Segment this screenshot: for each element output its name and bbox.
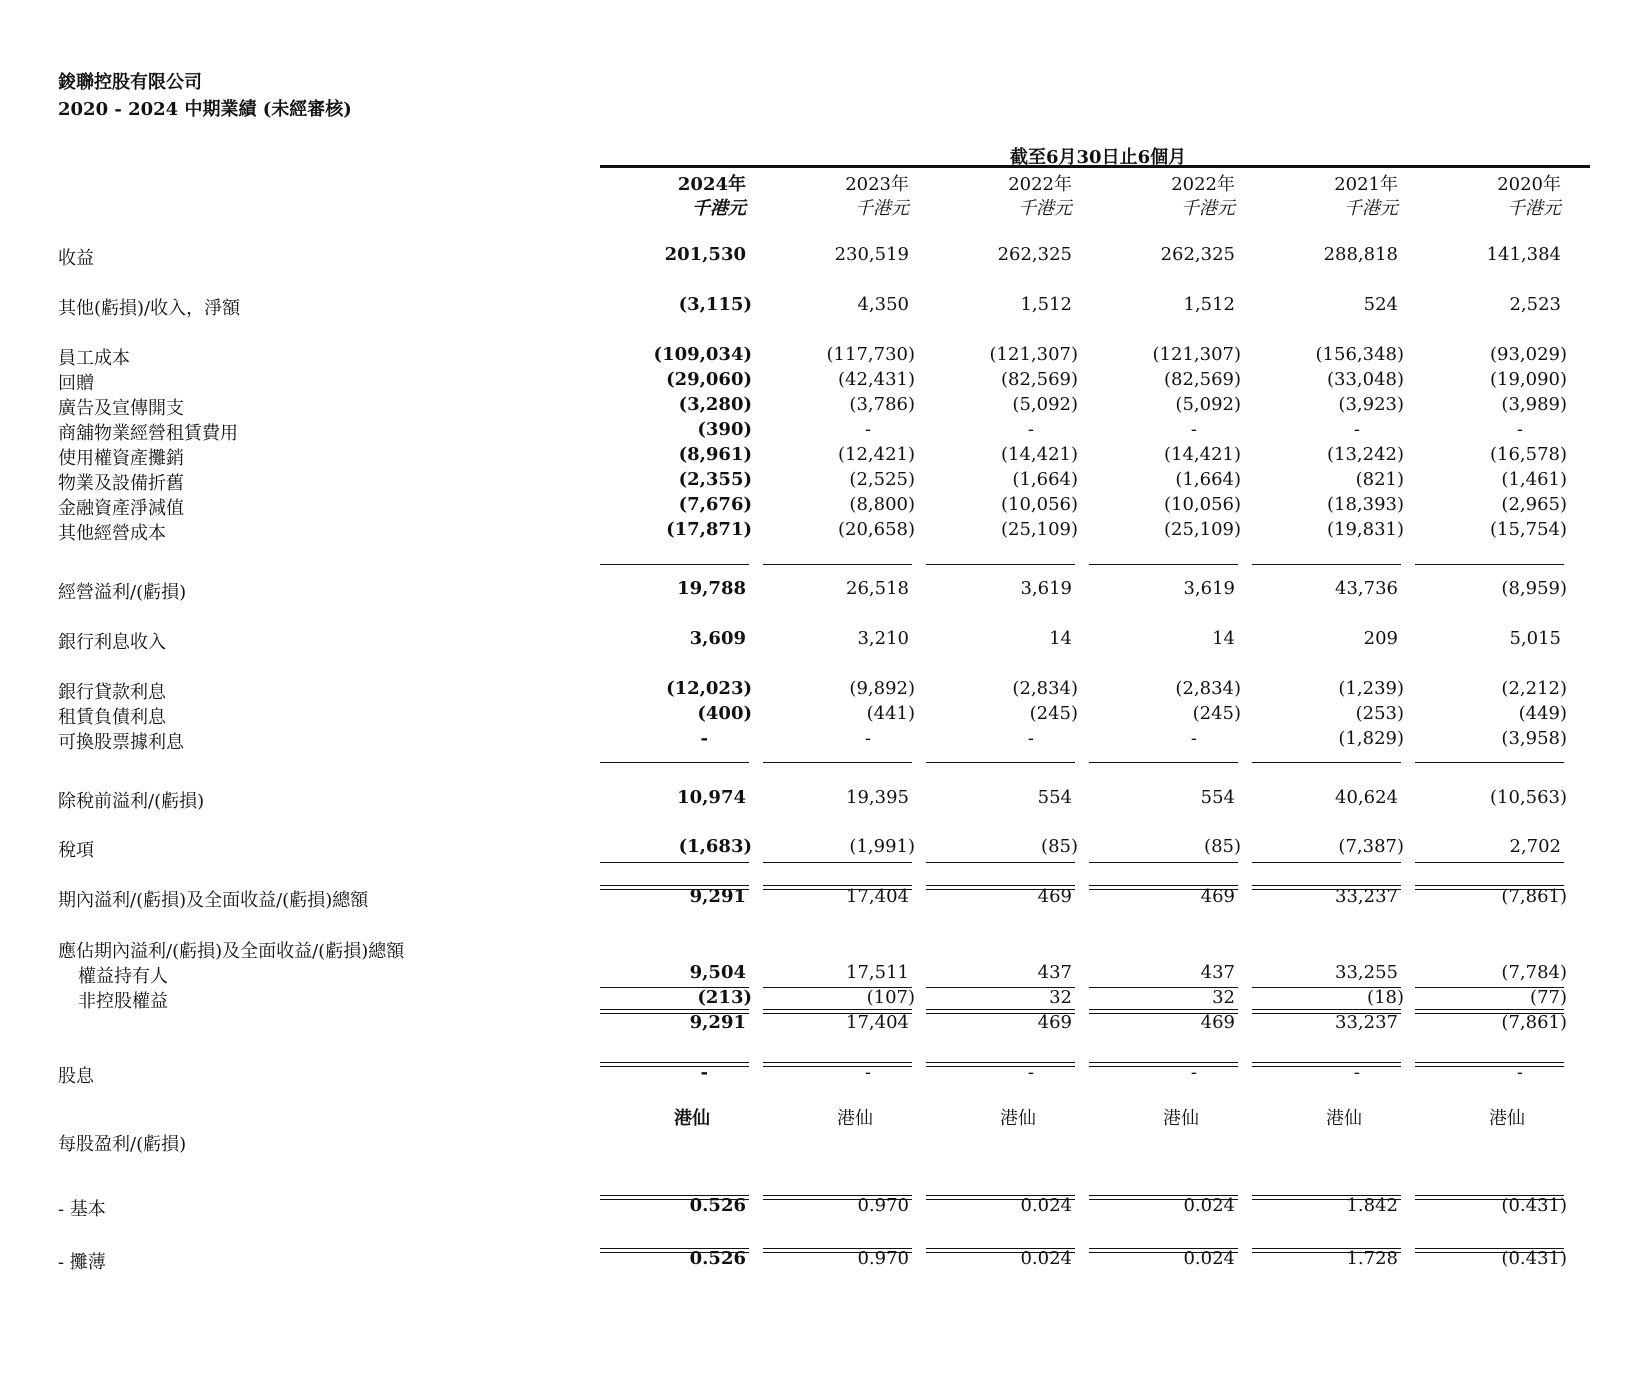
row-label: - 基本 bbox=[58, 1199, 106, 1220]
cell-value: (2,525) bbox=[849, 469, 915, 490]
cell-value: (1,991) bbox=[849, 836, 915, 857]
double-rule bbox=[1252, 1248, 1401, 1253]
cell-value: - bbox=[1353, 1062, 1360, 1083]
single-rule bbox=[1089, 564, 1238, 565]
row-label: 可換股票據利息 bbox=[58, 732, 184, 753]
cell-value: (213) bbox=[697, 987, 752, 1008]
row-label: 銀行貸款利息 bbox=[58, 682, 166, 703]
double-rule bbox=[1089, 885, 1238, 890]
cell-value: (15,754) bbox=[1489, 519, 1567, 540]
cell-value: - bbox=[700, 1062, 708, 1083]
single-rule bbox=[926, 762, 1075, 763]
cell-value: 554 bbox=[1037, 787, 1072, 808]
cell-value: (12,421) bbox=[837, 444, 915, 465]
cell-value: - bbox=[1516, 419, 1523, 440]
single-rule bbox=[1415, 762, 1564, 763]
cell-value: (33,048) bbox=[1326, 369, 1404, 390]
double-rule bbox=[1252, 1195, 1401, 1200]
double-rule bbox=[763, 1009, 912, 1014]
single-rule bbox=[600, 987, 749, 988]
cell-value: 14 bbox=[1212, 628, 1235, 649]
cell-value: (8,961) bbox=[678, 444, 752, 465]
row-label: 期內溢利/(虧損)及全面收益/(虧損)總額 bbox=[58, 890, 369, 911]
cell-value: (7,861) bbox=[1501, 1012, 1567, 1033]
double-rule bbox=[763, 885, 912, 890]
cell-value: (42,431) bbox=[837, 369, 915, 390]
double-rule bbox=[1252, 1009, 1401, 1014]
double-rule bbox=[926, 1062, 1075, 1067]
double-rule bbox=[1415, 1062, 1564, 1067]
cell-value: (449) bbox=[1518, 703, 1567, 724]
cell-value: 港仙 bbox=[1163, 1108, 1199, 1129]
cell-value: (14,421) bbox=[1000, 444, 1078, 465]
cell-value: (3,115) bbox=[678, 294, 752, 315]
cell-value: 2,702 bbox=[1509, 836, 1561, 857]
cell-value: (8,959) bbox=[1501, 578, 1567, 599]
cell-value: (253) bbox=[1355, 703, 1404, 724]
row-label: 非控股權益 bbox=[78, 991, 168, 1012]
row-label: 除稅前溢利/(虧損) bbox=[58, 791, 205, 812]
row-label: 收益 bbox=[58, 248, 94, 269]
row-label: - 攤薄 bbox=[58, 1252, 106, 1273]
cell-value: (7,387) bbox=[1338, 836, 1404, 857]
single-rule bbox=[1252, 987, 1401, 988]
cell-value: 437 bbox=[1200, 962, 1235, 983]
cell-value: - bbox=[1190, 419, 1197, 440]
cell-value: (3,280) bbox=[678, 394, 752, 415]
row-label: 稅項 bbox=[58, 840, 94, 861]
cell-value: 524 bbox=[1363, 294, 1398, 315]
cell-value: 3,210 bbox=[857, 628, 909, 649]
single-rule bbox=[1089, 987, 1238, 988]
cell-value: (85) bbox=[1204, 836, 1241, 857]
cell-value: (5,092) bbox=[1012, 394, 1078, 415]
cell-value: (25,109) bbox=[1163, 519, 1241, 540]
cell-value: (14,421) bbox=[1163, 444, 1241, 465]
cell-value: (18,393) bbox=[1326, 494, 1404, 515]
cell-value: 0.970 bbox=[857, 1248, 909, 1269]
cell-value: 0.024 bbox=[1183, 1248, 1235, 1269]
cell-value: 469 bbox=[1037, 886, 1072, 907]
double-rule bbox=[1089, 1248, 1238, 1253]
row-label: 每股盈利/(虧損) bbox=[58, 1134, 187, 1155]
column-unit-4: 千港元 bbox=[1344, 198, 1398, 219]
cell-value: (7,676) bbox=[678, 494, 752, 515]
single-rule bbox=[1415, 564, 1564, 565]
cell-value: (400) bbox=[697, 703, 752, 724]
column-year-2: 2022年 bbox=[1008, 174, 1072, 195]
cell-value: (3,923) bbox=[1338, 394, 1404, 415]
cell-value: (2,355) bbox=[678, 469, 752, 490]
cell-value: 5,015 bbox=[1509, 628, 1561, 649]
row-label: 員工成本 bbox=[58, 348, 130, 369]
double-rule bbox=[1252, 885, 1401, 890]
cell-value: 港仙 bbox=[837, 1108, 873, 1129]
row-label: 租賃負債利息 bbox=[58, 707, 166, 728]
cell-value: (821) bbox=[1355, 469, 1404, 490]
cell-value: 港仙 bbox=[1489, 1108, 1525, 1129]
cell-value: (1,683) bbox=[678, 836, 752, 857]
cell-value: 26,518 bbox=[846, 578, 909, 599]
cell-value: 33,255 bbox=[1335, 962, 1398, 983]
cell-value: (9,892) bbox=[849, 678, 915, 699]
cell-value: 17,404 bbox=[846, 1012, 909, 1033]
double-rule bbox=[763, 1195, 912, 1200]
double-rule bbox=[600, 1009, 749, 1014]
cell-value: 港仙 bbox=[1326, 1108, 1362, 1129]
cell-value: 469 bbox=[1200, 1012, 1235, 1033]
cell-value: - bbox=[1516, 1062, 1523, 1083]
row-label: 其他經營成本 bbox=[58, 523, 166, 544]
cell-value: 33,237 bbox=[1335, 886, 1398, 907]
cell-value: (10,563) bbox=[1489, 787, 1567, 808]
row-label: 股息 bbox=[58, 1066, 94, 1087]
cell-value: (7,861) bbox=[1501, 886, 1567, 907]
cell-value: - bbox=[1190, 1062, 1197, 1083]
single-rule bbox=[600, 862, 749, 863]
cell-value: 17,511 bbox=[846, 962, 909, 983]
double-rule bbox=[1415, 1195, 1564, 1200]
cell-value: 港仙 bbox=[674, 1108, 710, 1129]
double-rule bbox=[600, 1062, 749, 1067]
cell-value: 10,974 bbox=[677, 787, 746, 808]
cell-value: (3,958) bbox=[1501, 728, 1567, 749]
single-rule bbox=[1252, 762, 1401, 763]
cell-value: 262,325 bbox=[1160, 244, 1235, 265]
cell-value: - bbox=[864, 1062, 871, 1083]
cell-value: (5,092) bbox=[1175, 394, 1241, 415]
cell-value: 0.024 bbox=[1020, 1195, 1072, 1216]
double-rule bbox=[926, 1009, 1075, 1014]
cell-value: 32 bbox=[1049, 987, 1072, 1008]
cell-value: - bbox=[1027, 419, 1034, 440]
cell-value: 3,619 bbox=[1020, 578, 1072, 599]
cell-value: 2,523 bbox=[1509, 294, 1561, 315]
cell-value: - bbox=[864, 419, 871, 440]
cell-value: (8,800) bbox=[849, 494, 915, 515]
cell-value: - bbox=[700, 728, 708, 749]
cell-value: 230,519 bbox=[834, 244, 909, 265]
double-rule bbox=[926, 1248, 1075, 1253]
cell-value: 209 bbox=[1363, 628, 1398, 649]
cell-value: (109,034) bbox=[653, 344, 752, 365]
cell-value: (1,664) bbox=[1175, 469, 1241, 490]
cell-value: (13,242) bbox=[1326, 444, 1404, 465]
cell-value: (1,664) bbox=[1012, 469, 1078, 490]
cell-value: (7,784) bbox=[1501, 962, 1567, 983]
double-rule bbox=[763, 1248, 912, 1253]
single-rule bbox=[1415, 862, 1564, 863]
cell-value: (18) bbox=[1367, 987, 1404, 1008]
single-rule bbox=[763, 987, 912, 988]
cell-value: (2,212) bbox=[1501, 678, 1567, 699]
cell-value: 19,788 bbox=[677, 578, 746, 599]
row-label: 廣告及宣傳開支 bbox=[58, 398, 184, 419]
cell-value: - bbox=[1190, 728, 1197, 749]
cell-value: 469 bbox=[1037, 1012, 1072, 1033]
cell-value: 40,624 bbox=[1335, 787, 1398, 808]
double-rule bbox=[926, 1195, 1075, 1200]
row-label: 物業及設備折舊 bbox=[58, 473, 184, 494]
cell-value: 19,395 bbox=[846, 787, 909, 808]
cell-value: 9,291 bbox=[689, 1012, 746, 1033]
cell-value: 554 bbox=[1200, 787, 1235, 808]
cell-value: 1,512 bbox=[1020, 294, 1072, 315]
single-rule bbox=[600, 564, 749, 565]
cell-value: 33,237 bbox=[1335, 1012, 1398, 1033]
cell-value: 0.526 bbox=[689, 1195, 746, 1216]
single-rule bbox=[926, 564, 1075, 565]
single-rule bbox=[1415, 987, 1564, 988]
cell-value: (0.431) bbox=[1501, 1248, 1567, 1269]
cell-value: (10,056) bbox=[1000, 494, 1078, 515]
double-rule bbox=[763, 1062, 912, 1067]
cell-value: (117,730) bbox=[826, 344, 915, 365]
double-rule bbox=[1089, 1062, 1238, 1067]
cell-value: (20,658) bbox=[837, 519, 915, 540]
cell-value: 9,291 bbox=[689, 886, 746, 907]
cell-value: (121,307) bbox=[1152, 344, 1241, 365]
cell-value: (390) bbox=[697, 419, 752, 440]
cell-value: 0.024 bbox=[1020, 1248, 1072, 1269]
cell-value: (156,348) bbox=[1315, 344, 1404, 365]
cell-value: (19,090) bbox=[1489, 369, 1567, 390]
single-rule bbox=[763, 564, 912, 565]
double-rule bbox=[600, 1248, 749, 1253]
single-rule bbox=[1252, 564, 1401, 565]
header-rule bbox=[600, 165, 1590, 168]
cell-value: 9,504 bbox=[689, 962, 746, 983]
company-name: 鋑聯控股有限公司 bbox=[58, 72, 202, 93]
cell-value: (77) bbox=[1530, 987, 1567, 1008]
cell-value: (0.431) bbox=[1501, 1195, 1567, 1216]
column-unit-2: 千港元 bbox=[1018, 198, 1072, 219]
cell-value: 1.728 bbox=[1346, 1248, 1398, 1269]
cell-value: 3,619 bbox=[1183, 578, 1235, 599]
cell-value: 3,609 bbox=[689, 628, 746, 649]
column-year-5: 2020年 bbox=[1497, 174, 1561, 195]
double-rule bbox=[600, 885, 749, 890]
cell-value: (121,307) bbox=[989, 344, 1078, 365]
cell-value: 0.970 bbox=[857, 1195, 909, 1216]
cell-value: 43,736 bbox=[1335, 578, 1398, 599]
cell-value: (1,461) bbox=[1501, 469, 1567, 490]
row-label: 應佔期內溢利/(虧損)及全面收益/(虧損)總額 bbox=[58, 941, 405, 962]
cell-value: (441) bbox=[866, 703, 915, 724]
cell-value: (25,109) bbox=[1000, 519, 1078, 540]
double-rule bbox=[1089, 1195, 1238, 1200]
single-rule bbox=[763, 762, 912, 763]
single-rule bbox=[1089, 862, 1238, 863]
cell-value: 201,530 bbox=[664, 244, 746, 265]
single-rule bbox=[763, 862, 912, 863]
single-rule bbox=[1252, 862, 1401, 863]
cell-value: 469 bbox=[1200, 886, 1235, 907]
cell-value: (1,829) bbox=[1338, 728, 1404, 749]
row-label: 金融資產淨減值 bbox=[58, 498, 184, 519]
double-rule bbox=[1252, 1062, 1401, 1067]
cell-value: (82,569) bbox=[1000, 369, 1078, 390]
column-year-1: 2023年 bbox=[845, 174, 909, 195]
single-rule bbox=[1089, 762, 1238, 763]
cell-value: (3,786) bbox=[849, 394, 915, 415]
cell-value: 288,818 bbox=[1323, 244, 1398, 265]
cell-value: 141,384 bbox=[1486, 244, 1561, 265]
cell-value: (10,056) bbox=[1163, 494, 1241, 515]
double-rule bbox=[600, 1195, 749, 1200]
cell-value: (3,989) bbox=[1501, 394, 1567, 415]
double-rule bbox=[1415, 885, 1564, 890]
row-label: 使用權資產攤銷 bbox=[58, 448, 184, 469]
row-label: 銀行利息收入 bbox=[58, 632, 166, 653]
period-heading: 截至6月30日止6個月 bbox=[1010, 147, 1187, 168]
column-year-0: 2024年 bbox=[677, 174, 746, 195]
cell-value: 1,512 bbox=[1183, 294, 1235, 315]
cell-value: - bbox=[1027, 728, 1034, 749]
column-unit-3: 千港元 bbox=[1181, 198, 1235, 219]
cell-value: 17,404 bbox=[846, 886, 909, 907]
cell-value: (2,965) bbox=[1501, 494, 1567, 515]
double-rule bbox=[1415, 1009, 1564, 1014]
cell-value: - bbox=[1353, 419, 1360, 440]
cell-value: 4,350 bbox=[857, 294, 909, 315]
double-rule bbox=[1415, 1248, 1564, 1253]
cell-value: 32 bbox=[1212, 987, 1235, 1008]
cell-value: (19,831) bbox=[1326, 519, 1404, 540]
column-unit-0: 千港元 bbox=[692, 198, 746, 219]
row-label: 經營溢利/(虧損) bbox=[58, 582, 187, 603]
cell-value: (85) bbox=[1041, 836, 1078, 857]
cell-value: (12,023) bbox=[666, 678, 752, 699]
cell-value: - bbox=[864, 728, 871, 749]
cell-value: (2,834) bbox=[1175, 678, 1241, 699]
cell-value: (29,060) bbox=[666, 369, 752, 390]
cell-value: (107) bbox=[866, 987, 915, 1008]
column-unit-1: 千港元 bbox=[855, 198, 909, 219]
cell-value: (17,871) bbox=[666, 519, 752, 540]
cell-value: 0.024 bbox=[1183, 1195, 1235, 1216]
cell-value: (2,834) bbox=[1012, 678, 1078, 699]
double-rule bbox=[1089, 1009, 1238, 1014]
cell-value: 437 bbox=[1037, 962, 1072, 983]
cell-value: - bbox=[1027, 1062, 1034, 1083]
double-rule bbox=[926, 885, 1075, 890]
cell-value: (1,239) bbox=[1338, 678, 1404, 699]
single-rule bbox=[926, 987, 1075, 988]
cell-value: (245) bbox=[1192, 703, 1241, 724]
cell-value: (245) bbox=[1029, 703, 1078, 724]
row-label: 商舖物業經營租賃費用 bbox=[58, 423, 238, 444]
column-year-4: 2021年 bbox=[1334, 174, 1398, 195]
cell-value: (82,569) bbox=[1163, 369, 1241, 390]
single-rule bbox=[600, 762, 749, 763]
row-label: 回贈 bbox=[58, 373, 94, 394]
report-subtitle: 2020 - 2024 中期業績 (未經審核) bbox=[58, 99, 352, 120]
row-label: 其他(虧損)/收入，淨額 bbox=[58, 298, 241, 319]
column-unit-5: 千港元 bbox=[1507, 198, 1561, 219]
single-rule bbox=[926, 862, 1075, 863]
column-year-3: 2022年 bbox=[1171, 174, 1235, 195]
cell-value: 262,325 bbox=[997, 244, 1072, 265]
cell-value: 1.842 bbox=[1346, 1195, 1398, 1216]
cell-value: 港仙 bbox=[1000, 1108, 1036, 1129]
cell-value: 14 bbox=[1049, 628, 1072, 649]
row-label: 權益持有人 bbox=[78, 966, 168, 987]
cell-value: (16,578) bbox=[1489, 444, 1567, 465]
cell-value: (93,029) bbox=[1489, 344, 1567, 365]
cell-value: 0.526 bbox=[689, 1248, 746, 1269]
